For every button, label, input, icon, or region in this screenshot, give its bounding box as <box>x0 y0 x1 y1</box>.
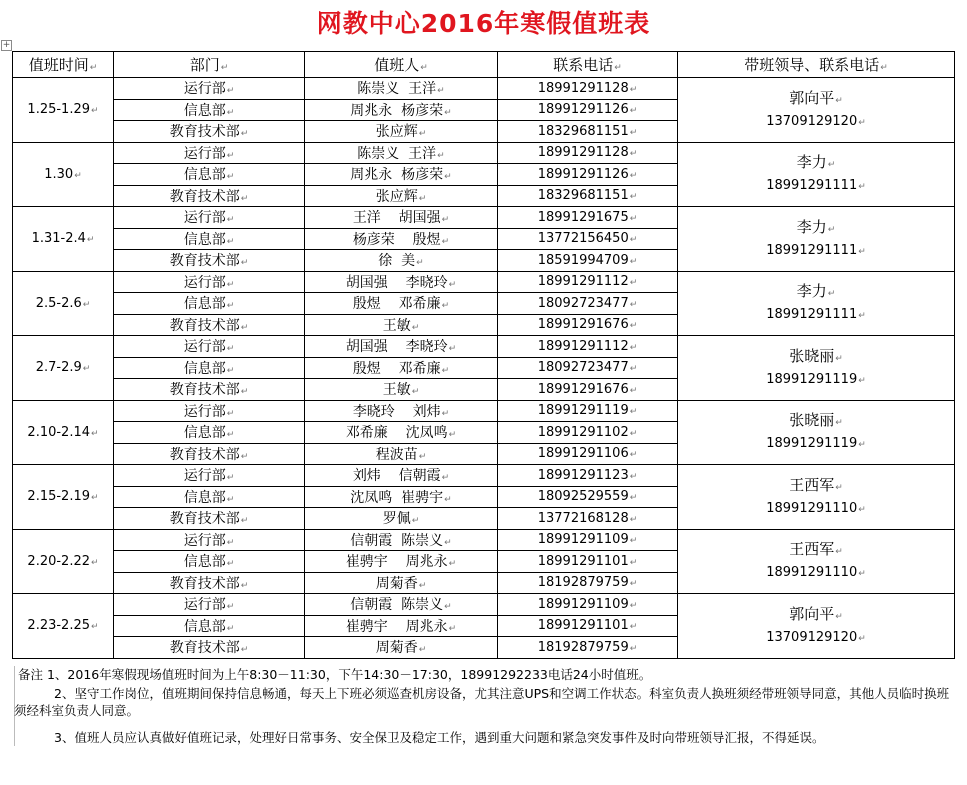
phone-cell: 13772156450↵ <box>498 228 678 250</box>
person-cell: 周兆永 杨彦荣↵ <box>305 164 498 186</box>
leader-phone: 18991291111↵ <box>766 307 866 323</box>
person-cell: 陈崇义 王洋↵ <box>305 78 498 100</box>
person-cell: 张应辉↵ <box>305 121 498 143</box>
department-cell: 信息部↵ <box>114 551 305 573</box>
leader-phone: 18991291110↵ <box>766 565 866 581</box>
department-cell: 运行部↵ <box>114 529 305 551</box>
person-cell: 殷煜 邓希廉↵ <box>305 357 498 379</box>
person-cell: 殷煜 邓希廉↵ <box>305 293 498 315</box>
duty-date-cell: 2.7-2.9↵ <box>13 336 114 401</box>
leader-name: 李力↵ <box>796 217 836 236</box>
leader-cell <box>678 78 955 143</box>
leader-cell <box>678 142 955 207</box>
department-cell: 信息部↵ <box>114 293 305 315</box>
leader-name: 郭向平↵ <box>789 604 843 623</box>
document-title: 网教中心2016年寒假值班表 <box>316 9 651 38</box>
table-move-handle-icon[interactable]: + <box>2 40 11 50</box>
person-cell: 李晓玲 刘炜↵ <box>305 400 498 422</box>
department-cell: 运行部↵ <box>114 78 305 100</box>
table-row <box>13 400 955 422</box>
phone-cell: 18192879759↵ <box>498 572 678 594</box>
person-cell: 信朝霞 陈崇义↵ <box>305 594 498 616</box>
leader-cell <box>678 594 955 659</box>
department-cell: 教育技术部↵ <box>114 379 305 401</box>
table-row <box>13 336 955 358</box>
person-cell: 程波苗↵ <box>305 443 498 465</box>
department-cell: 运行部↵ <box>114 594 305 616</box>
person-cell: 杨彦荣 殷煜↵ <box>305 228 498 250</box>
department-cell: 运行部↵ <box>114 271 305 293</box>
department-cell: 教育技术部↵ <box>114 250 305 272</box>
duty-table <box>12 51 955 659</box>
leader-phone: 13709129120↵ <box>766 629 866 645</box>
person-cell: 沈凤鸣 崔骋宇↵ <box>305 486 498 508</box>
duty-date-cell: 2.10-2.14↵ <box>13 400 114 465</box>
person-cell: 罗佩↵ <box>305 508 498 530</box>
duty-date-cell: 1.31-2.4↵ <box>13 207 114 272</box>
person-cell: 王洋 胡国强↵ <box>305 207 498 229</box>
person-cell: 崔骋宇 周兆永↵ <box>305 615 498 637</box>
table-row <box>13 78 955 100</box>
leader-cell <box>678 336 955 401</box>
person-cell: 张应辉↵ <box>305 185 498 207</box>
duty-date-cell: 2.23-2.25↵ <box>13 594 114 659</box>
person-cell: 胡国强 李晓玲↵ <box>305 271 498 293</box>
notes-section <box>14 666 954 746</box>
department-cell: 教育技术部↵ <box>114 314 305 336</box>
phone-cell: 18991291119↵ <box>498 400 678 422</box>
phone-cell: 18991291101↵ <box>498 615 678 637</box>
person-cell: 王敏↵ <box>305 379 498 401</box>
phone-cell: 18991291109↵ <box>498 529 678 551</box>
note-1: 备注 1、2016年寒假现场值班时间为上午8:30－11:30，下午14:30－17:30，18991292233电话24小时值班。 <box>18 667 652 682</box>
table-row <box>13 529 955 551</box>
department-cell: 教育技术部↵ <box>114 637 305 659</box>
department-cell: 信息部↵ <box>114 422 305 444</box>
person-cell: 信朝霞 陈崇义↵ <box>305 529 498 551</box>
duty-date-cell: 2.5-2.6↵ <box>13 271 114 336</box>
department-cell: 信息部↵ <box>114 615 305 637</box>
phone-cell: 18991291102↵ <box>498 422 678 444</box>
person-cell: 胡国强 李晓玲↵ <box>305 336 498 358</box>
phone-cell: 18991291676↵ <box>498 314 678 336</box>
person-cell: 王敏↵ <box>305 314 498 336</box>
phone-cell: 18591994709↵ <box>498 250 678 272</box>
note-3: 3、值班人员应认真做好值班记录，处理好日常事务、安全保卫及稳定工作，遇到重大问题和紧急突发事件及时向带班领导汇报，不得延误。 <box>54 730 825 745</box>
leader-name: 李力↵ <box>796 153 836 172</box>
leader-phone: 18991291119↵ <box>766 436 866 452</box>
department-cell: 运行部↵ <box>114 400 305 422</box>
department-cell: 运行部↵ <box>114 465 305 487</box>
note-2: 2、坚守工作岗位，值班期间保持信息畅通，每天上下班必须巡查机房设备，尤其注意UPS和空调工作状态。科室负责人换班须经带班领导同意，其他人员临时换班须经科室负责人同意。 <box>14 686 950 718</box>
leader-name: 张晓丽↵ <box>789 411 843 430</box>
department-cell: 教育技术部↵ <box>114 121 305 143</box>
department-cell: 教育技术部↵ <box>114 508 305 530</box>
leader-phone: 18991291111↵ <box>766 242 866 258</box>
person-cell: 徐 美↵ <box>305 250 498 272</box>
leader-phone: 18991291119↵ <box>766 371 866 387</box>
phone-cell: 18192879759↵ <box>498 637 678 659</box>
leader-name: 郭向平↵ <box>789 88 843 107</box>
person-cell: 邓希廉 沈凤鸣↵ <box>305 422 498 444</box>
phone-cell: 18991291106↵ <box>498 443 678 465</box>
department-cell: 信息部↵ <box>114 99 305 121</box>
table-row <box>13 465 955 487</box>
phone-cell: 13772168128↵ <box>498 508 678 530</box>
department-cell: 教育技术部↵ <box>114 572 305 594</box>
person-cell: 刘炜 信朝霞↵ <box>305 465 498 487</box>
phone-cell: 18991291109↵ <box>498 594 678 616</box>
phone-cell: 18991291112↵ <box>498 336 678 358</box>
leader-cell <box>678 529 955 594</box>
department-cell: 信息部↵ <box>114 357 305 379</box>
phone-cell: 18991291126↵ <box>498 99 678 121</box>
header-cell: 值班时间↵ <box>13 52 114 78</box>
phone-cell: 18092529559↵ <box>498 486 678 508</box>
leader-phone: 18991291110↵ <box>766 500 866 516</box>
table-row <box>13 142 955 164</box>
table-row <box>13 207 955 229</box>
leader-cell <box>678 271 955 336</box>
header-cell: 值班人↵ <box>305 52 498 78</box>
person-cell: 周菊香↵ <box>305 572 498 594</box>
department-cell: 信息部↵ <box>114 228 305 250</box>
department-cell: 教育技术部↵ <box>114 443 305 465</box>
table-row <box>13 271 955 293</box>
phone-cell: 18329681151↵ <box>498 185 678 207</box>
phone-cell: 18991291123↵ <box>498 465 678 487</box>
leader-phone: 18991291111↵ <box>766 178 866 194</box>
leader-cell <box>678 400 955 465</box>
phone-cell: 18329681151↵ <box>498 121 678 143</box>
leader-name: 王西军↵ <box>789 540 843 559</box>
department-cell: 信息部↵ <box>114 164 305 186</box>
department-cell: 教育技术部↵ <box>114 185 305 207</box>
leader-name: 李力↵ <box>796 282 836 301</box>
phone-cell: 18092723477↵ <box>498 357 678 379</box>
person-cell: 周兆永 杨彦荣↵ <box>305 99 498 121</box>
phone-cell: 18991291126↵ <box>498 164 678 186</box>
leader-name: 王西军↵ <box>789 475 843 494</box>
phone-cell: 18991291128↵ <box>498 78 678 100</box>
phone-cell: 18991291112↵ <box>498 271 678 293</box>
person-cell: 崔骋宇 周兆永↵ <box>305 551 498 573</box>
duty-date-cell: 2.15-2.19↵ <box>13 465 114 530</box>
phone-cell: 18991291128↵ <box>498 142 678 164</box>
department-cell: 运行部↵ <box>114 207 305 229</box>
department-cell: 信息部↵ <box>114 486 305 508</box>
table-row <box>13 594 955 616</box>
header-cell: 带班领导、联系电话↵ <box>678 52 955 78</box>
department-cell: 运行部↵ <box>114 142 305 164</box>
phone-cell: 18092723477↵ <box>498 293 678 315</box>
leader-name: 张晓丽↵ <box>789 346 843 365</box>
table-header-row <box>13 52 955 78</box>
header-cell: 部门↵ <box>114 52 305 78</box>
duty-date-cell: 1.30↵ <box>13 142 114 207</box>
person-cell: 周菊香↵ <box>305 637 498 659</box>
leader-phone: 13709129120↵ <box>766 113 866 129</box>
leader-cell <box>678 207 955 272</box>
duty-date-cell: 1.25-1.29↵ <box>13 78 114 143</box>
duty-date-cell: 2.20-2.22↵ <box>13 529 114 594</box>
phone-cell: 18991291675↵ <box>498 207 678 229</box>
phone-cell: 18991291676↵ <box>498 379 678 401</box>
table-body <box>13 78 955 659</box>
header-cell: 联系电话↵ <box>498 52 678 78</box>
person-cell: 陈崇义 王洋↵ <box>305 142 498 164</box>
department-cell: 运行部↵ <box>114 336 305 358</box>
phone-cell: 18991291101↵ <box>498 551 678 573</box>
leader-cell <box>678 465 955 530</box>
